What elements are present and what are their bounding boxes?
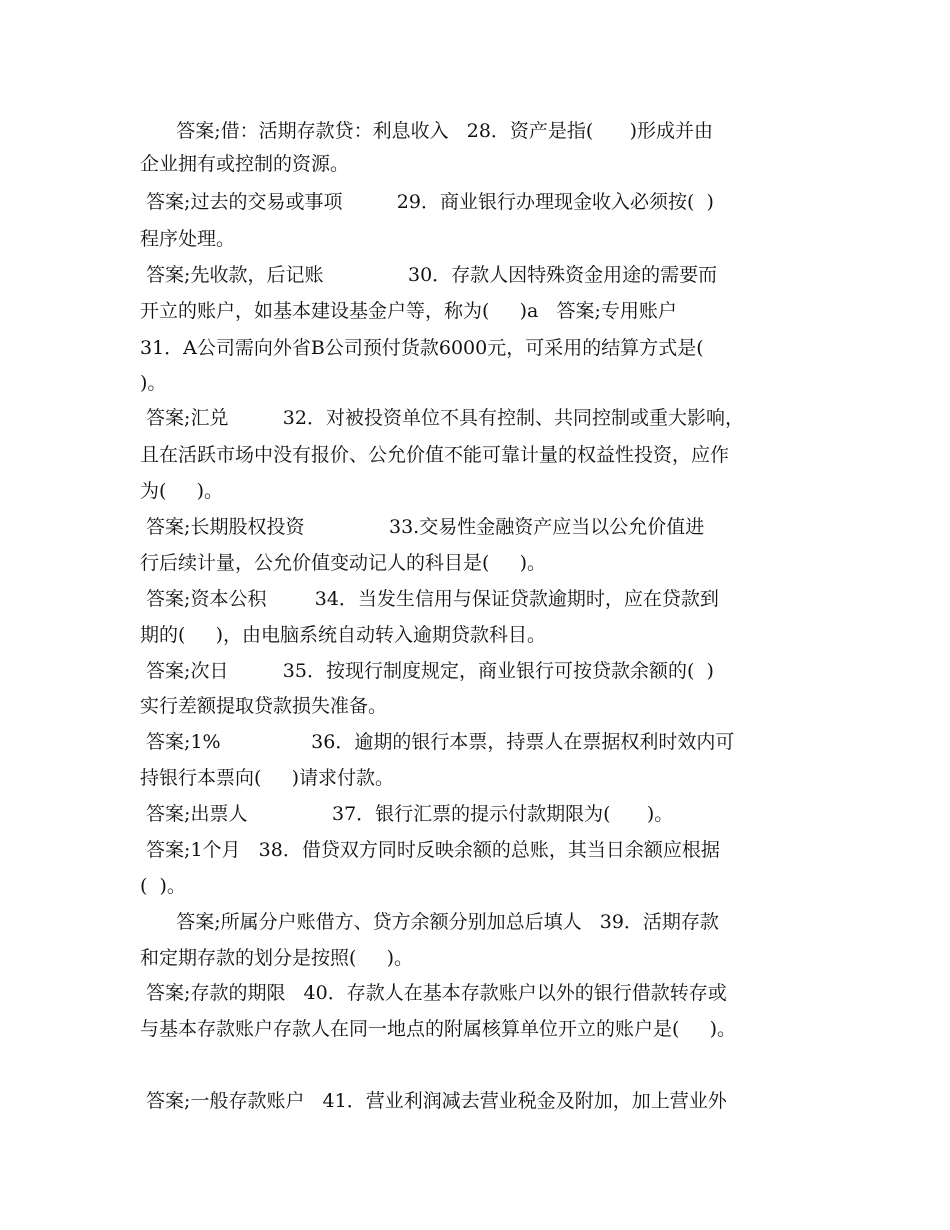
text-line: 答案;1% 36．逾期的银行本票，持票人在票据权利时效内可 xyxy=(140,731,735,753)
text-line: 答案;资本公积 34．当发生信用与保证贷款逾期时，应在贷款到 xyxy=(140,588,719,610)
text-line: 为( )。 xyxy=(140,480,224,502)
text-line: 答案;存款的期限 40．存款人在基本存款账户以外的银行借款转存或 xyxy=(140,982,727,1004)
text-line: 期的( )，由电脑系统自动转入逾期贷款科目。 xyxy=(140,624,547,646)
text-line: 答案;所属分户账借方、贷方余额分别加总后填人 39．活期存款 xyxy=(140,911,719,933)
text-line: 答案;次日 35．按现行制度规定，商业银行可按贷款余额的( ) xyxy=(140,660,714,682)
text-line: 答案;过去的交易或事项 29．商业银行办理现金收入必须按( ) xyxy=(140,191,714,213)
text-line: 答案;借：活期存款贷：利息收入 28．资产是指( )形成并由 xyxy=(140,120,713,142)
text-line: 答案;一般存款账户 41．营业利润减去营业税金及附加，加上营业外 xyxy=(140,1090,727,1112)
text-line: 答案;先收款，后记账 30．存款人因特殊资金用途的需要而 xyxy=(140,264,718,286)
text-line: 持银行本票向( )请求付款。 xyxy=(140,767,395,789)
text-line: ( )。 xyxy=(140,875,186,897)
text-line: 与基本存款账户存款人在同一地点的附属核算单位开立的账户是( )。 xyxy=(140,1018,737,1040)
text-line: 和定期存款的划分是按照( )。 xyxy=(140,947,414,969)
text-line: 企业拥有或控制的资源。 xyxy=(140,153,350,175)
text-line: )。 xyxy=(140,372,167,394)
text-line: 程序处理。 xyxy=(140,228,236,250)
text-line: 答案;1个月 38．借贷双方同时反映余额的总账，其当日余额应根据 xyxy=(140,839,720,861)
text-line: 答案;长期股权投资 33.交易性金融资产应当以公允价值进 xyxy=(140,516,705,538)
text-line: 行后续计量，公允价值变动记人的科目是( )。 xyxy=(140,552,547,574)
text-line: 且在活跃市场中没有报价、公允价值不能可靠计量的权益性投资，应作 xyxy=(140,444,730,466)
text-line: 开立的账户，如基本建设基金户等，称为( )a 答案;专用账户 xyxy=(140,300,677,322)
text-line: 31．A公司需向外省B公司预付货款6000元，可采用的结算方式是( xyxy=(140,337,704,359)
text-line: 答案;汇兑 32．对被投资单位不具有控制、共同控制或重大影响， xyxy=(140,407,744,429)
text-line: 实行差额提取贷款损失准备。 xyxy=(140,695,388,717)
text-line: 答案;出票人 37．银行汇票的提示付款期限为( )。 xyxy=(140,803,674,825)
